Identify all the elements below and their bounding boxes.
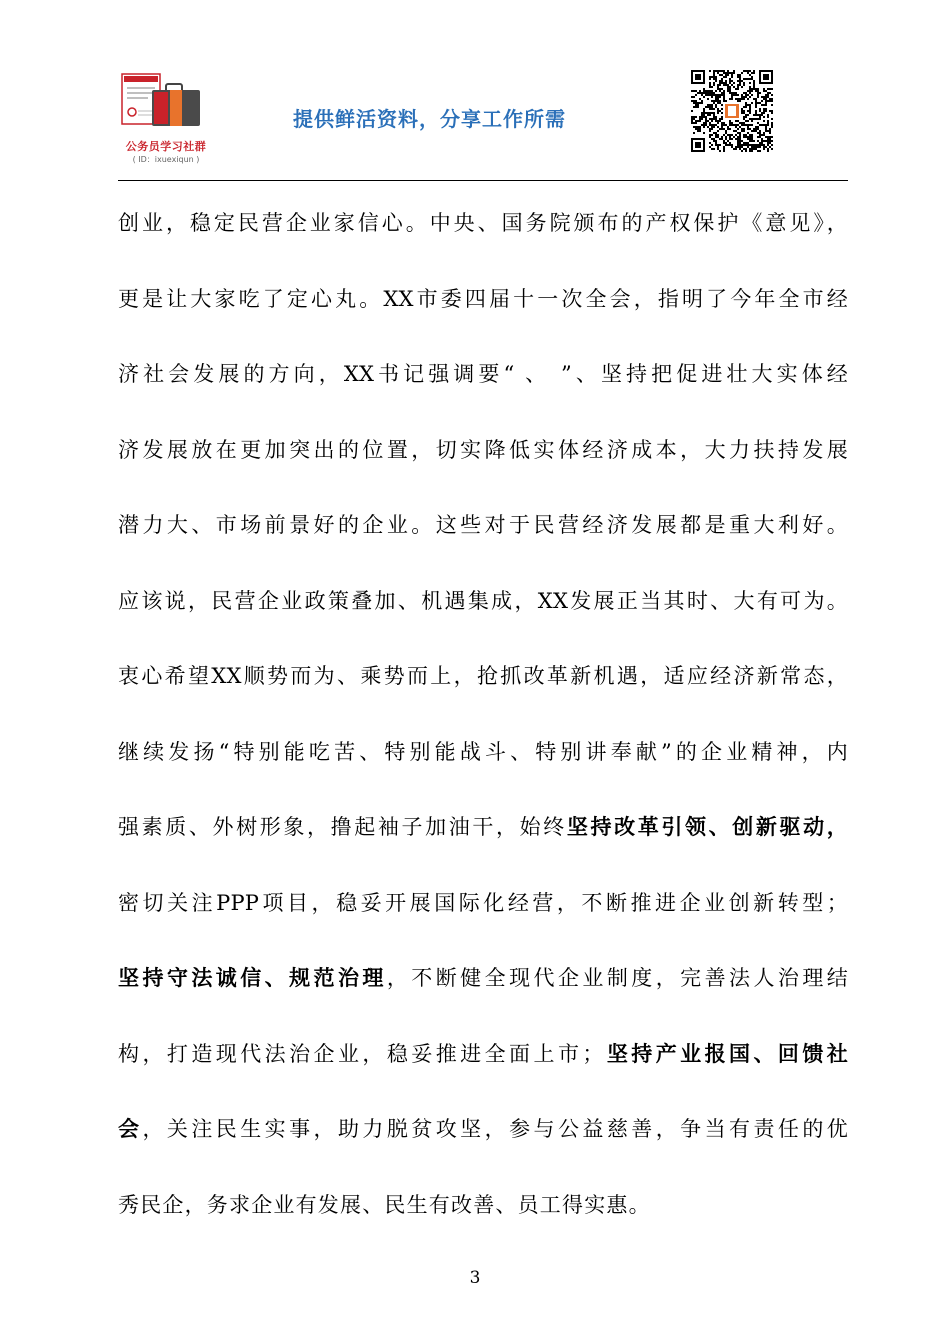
body-line [118, 941, 848, 1017]
body-line [118, 1092, 848, 1168]
qr-code-icon [691, 70, 773, 152]
text-run: 强素质、外树形象，撸起袖子加油干，始终 [118, 815, 567, 839]
body-line [118, 186, 848, 262]
body-line [118, 413, 848, 489]
text-run: ，不断健全现代企业制度，完善法人治理结 [386, 966, 848, 990]
text-run: 济社会发展的方向，XX书记强调要“ 、 ”、坚持把促进壮大实体经 [118, 362, 848, 386]
community-logo [118, 70, 214, 170]
bold-phrase: 会 [118, 1117, 143, 1141]
text-run: 秀民企，务求企业有发展、民生有改善、员工得实惠。 [118, 1192, 651, 1217]
page-header [118, 62, 848, 180]
text-run: ，关注民生实事，助力脱贫攻坚，参与公益慈善，争当有责任的优 [142, 1117, 848, 1141]
text-run: 潜力大、市场前景好的企业。这些对于民营经济发展都是重大利好。 [118, 513, 848, 537]
body-line [118, 1168, 848, 1244]
text-run: 更是让大家吃了定心丸。XX市委四届十一次全会，指明了今年全市经 [118, 286, 848, 311]
body-line [118, 639, 848, 715]
logo-name: 公务员学习社群 [125, 140, 207, 153]
body-line [118, 866, 848, 942]
bold-phrase: 坚持产业报国、回馈社 [603, 1041, 849, 1066]
text-run: 济发展放在更加突出的位置，切实降低实体经济成本，大力扶持发展 [118, 437, 848, 462]
body-line [118, 564, 848, 640]
header-divider [118, 180, 848, 181]
text-run: 密切关注PPP项目，稳妥开展国际化经营，不断推进企业创新转型； [118, 890, 848, 915]
body-line [118, 488, 848, 564]
body-line [118, 715, 848, 791]
logo-id: ( ID：ixuexiqun ) [132, 155, 200, 164]
header-slogan: 提供鲜活资料，分享工作所需 [293, 107, 566, 131]
text-run: 创业，稳定民营企业家信心。中央、国务院颁布的产权保护《意见》， [118, 211, 848, 235]
body-line [118, 262, 848, 338]
text-run: 继续发扬“特别能吃苦、特别能战斗、特别讲奉献”的企业精神，内 [118, 739, 848, 764]
bold-phrase: 坚持改革引领、创新驱动， [566, 815, 848, 839]
body-line [118, 1017, 848, 1093]
body-line [118, 337, 848, 413]
body-line [118, 790, 848, 866]
bold-phrase: 坚持守法诚信、规范治理 [118, 966, 387, 990]
page-number: 3 [469, 1268, 481, 1288]
text-run: 衷心希望XX顺势而为、乘势而上，抢抓改革新机遇，适应经济新常态， [118, 664, 848, 688]
briefcase-document-icon [118, 70, 214, 136]
document-body [118, 186, 848, 1243]
text-run: 构，打造现代法治企业，稳妥推进全面上市； [118, 1041, 604, 1066]
text-run: 应该说，民营企业政策叠加、机遇集成，XX发展正当其时、大有可为。 [118, 588, 848, 613]
